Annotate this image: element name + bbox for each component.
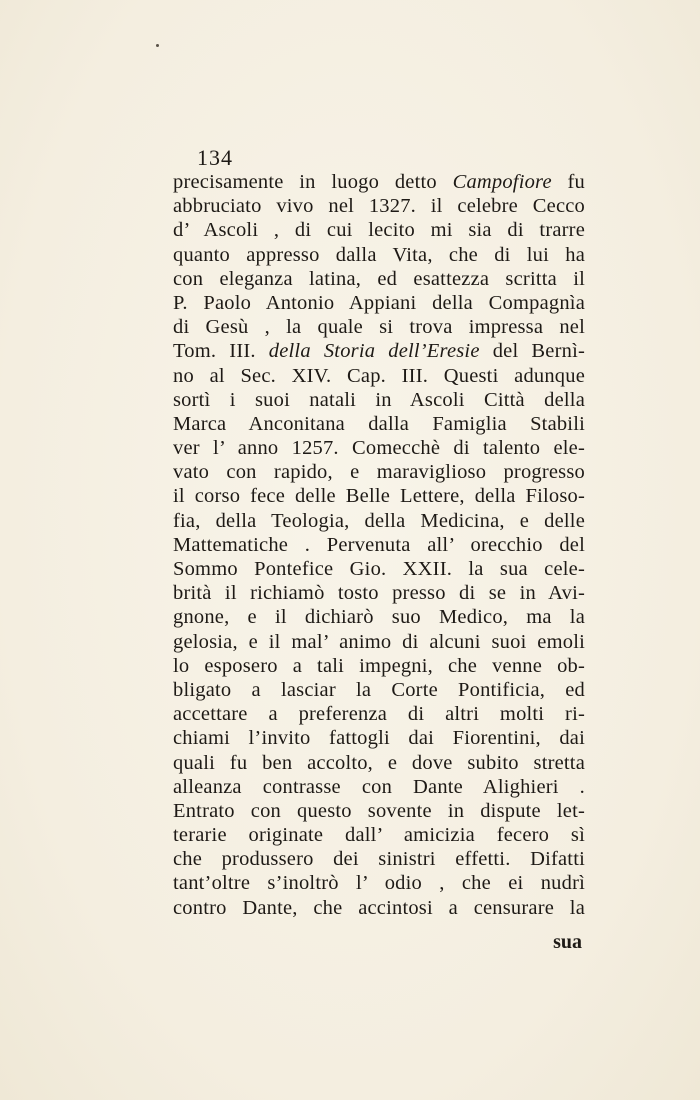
text-line	[173, 315, 585, 339]
text-segment: brità il richiamò tosto presso di se in Avi-	[173, 582, 585, 605]
text-line	[173, 509, 585, 533]
text-line	[173, 243, 585, 267]
text-segment: quanto appresso dalla Vita, che di lui ha	[173, 243, 585, 266]
text-line	[173, 194, 585, 218]
text-segment: tant’oltre s’inoltrò l’ odio , che ei nudrì	[173, 872, 585, 895]
catchword: sua	[553, 931, 582, 953]
text-line	[173, 436, 585, 460]
text-segment: il corso fece delle Belle Lettere, della Filoso-	[173, 485, 585, 508]
text-segment: Mattematiche . Pervenuta all’ orecchio del	[173, 533, 585, 556]
text-segment: P. Paolo Antonio Appiani della Compagnìa	[173, 291, 585, 314]
text-line	[173, 823, 585, 847]
text-line	[173, 267, 585, 291]
text-segment: accettare a preferenza di altri molti ri-	[173, 703, 585, 726]
text-line	[173, 871, 585, 895]
text-line	[173, 847, 585, 871]
text-segment: gnone, e il dichiarò suo Medico, ma la	[173, 606, 585, 629]
text-segment: precisamente in luogo detto	[173, 171, 453, 193]
body-text	[173, 170, 585, 920]
text-segment: quali fu ben accolto, e dove subito stretta	[173, 751, 585, 774]
text-line	[173, 702, 585, 726]
page-number: 134	[197, 145, 233, 170]
text-segment: Sommo Pontefice Gio. XXII. la sua cele-	[173, 558, 585, 580]
text-line	[173, 751, 585, 775]
text-line	[173, 533, 585, 557]
text-segment: Tom. III.	[173, 340, 269, 363]
text-segment: fu	[551, 171, 585, 193]
text-segment: ver l’ anno 1257. Comecchè di talento ele-	[173, 437, 585, 460]
text-segment: alleanza contrasse con Dante Alighieri .	[173, 775, 585, 798]
text-line	[173, 388, 585, 412]
text-line	[173, 484, 585, 508]
ink-speck	[156, 44, 159, 47]
text-segment: bligato a lasciar la Corte Pontificia, ed	[173, 678, 585, 701]
text-segment: lo esposero a tali impegni, che venne ob-	[173, 654, 585, 677]
text-segment: gelosia, e il mal’ animo di alcuni suoi emoli	[173, 630, 585, 653]
text-line	[173, 581, 585, 605]
text-segment: Entrato con questo sovente in dispute let-	[173, 799, 585, 822]
text-line	[173, 412, 585, 436]
text-line	[173, 460, 585, 484]
text-line	[173, 775, 585, 799]
text-line	[173, 339, 585, 363]
text-segment: fia, della Teologia, della Medicina, e delle	[173, 509, 585, 532]
text-segment: contro Dante, che accintosi a censurare la	[173, 896, 585, 919]
text-segment: no al Sec. XIV. Cap. III. Questi adunque	[173, 364, 585, 387]
text-segment: abbruciato vivo nel 1327. il celebre Cecco	[173, 195, 585, 218]
text-segment: che produssero dei sinistri effetti. Difatti	[173, 848, 585, 871]
text-line	[173, 678, 585, 702]
text-segment: con eleganza latina, ed esattezza scritta il	[173, 267, 585, 290]
text-line	[173, 291, 585, 315]
text-line	[173, 726, 585, 750]
text-line	[173, 364, 585, 388]
text-line	[173, 218, 585, 242]
text-line	[173, 896, 585, 920]
text-segment: vato con rapido, e maraviglioso progresso	[173, 461, 585, 484]
text-segment: del Bernì-	[479, 340, 585, 363]
text-segment: di Gesù , la quale si trova impressa nel	[173, 316, 585, 339]
text-line	[173, 654, 585, 678]
text-line	[173, 170, 585, 194]
text-segment: chiami l’invito fattogli dai Fiorentini, dai	[173, 727, 585, 750]
text-line	[173, 799, 585, 823]
text-segment: sortì i suoi natali in Ascoli Città della	[173, 388, 585, 411]
text-segment: Marca Anconitana dalla Famiglia Stabili	[173, 412, 585, 435]
text-line	[173, 630, 585, 654]
text-segment: d’ Ascoli , di cui lecito mi sia di trarre	[173, 219, 585, 242]
italic-title: della Storia dell’Eresie	[268, 340, 480, 363]
text-line	[173, 605, 585, 629]
text-segment: terarie originate dall’ amicizia fecero sì	[173, 824, 585, 847]
text-line	[173, 557, 585, 581]
italic-title: Campofiore	[452, 171, 552, 193]
